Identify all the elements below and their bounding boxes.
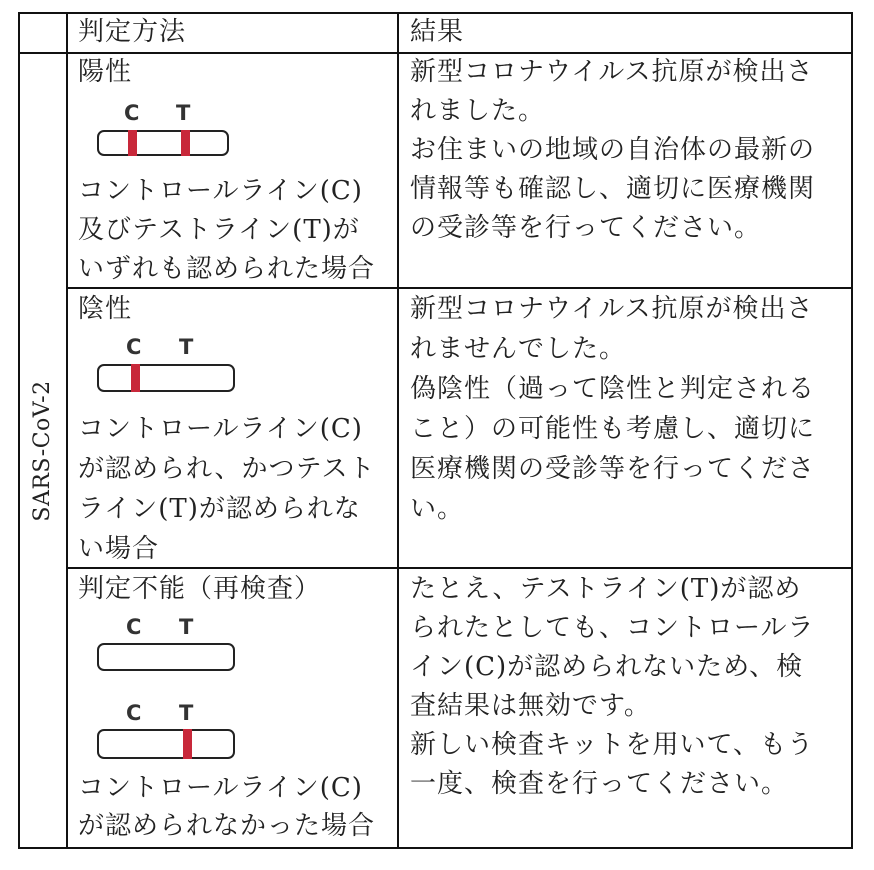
row-positive-result-5: の受診等を行ってください。 bbox=[410, 213, 762, 243]
table-border-bottom bbox=[18, 847, 853, 849]
row-negative-result-6: い。 bbox=[410, 494, 465, 524]
header-method: 判定方法 bbox=[78, 17, 187, 47]
row-invalid-result-4: 査結果は無効です。 bbox=[410, 691, 651, 721]
strip-invalid-none-label-t: T bbox=[179, 615, 194, 639]
strip-invalid-none-body bbox=[97, 643, 235, 671]
row-positive-result-2: れました。 bbox=[410, 96, 546, 126]
row-invalid-desc-2: が認められなかった場合 bbox=[78, 811, 376, 841]
table-border-right bbox=[851, 12, 853, 849]
row-negative-title: 陰性 bbox=[78, 294, 133, 324]
row-positive-desc-1: コントロールライン(C) bbox=[78, 176, 363, 206]
strip-positive-label-c: C bbox=[124, 101, 140, 125]
row-negative-result-2: れませんでした。 bbox=[410, 334, 627, 364]
row-negative-desc-2: が認められ、かつテスト bbox=[78, 454, 376, 484]
header-result: 結果 bbox=[410, 17, 465, 47]
row-negative-result-5: 医療機関の受診等を行ってくださ bbox=[410, 454, 816, 484]
strip-positive-body bbox=[97, 130, 229, 156]
row-invalid-result-5: 新しい検査キットを用いて、もう bbox=[410, 730, 814, 760]
table-rule-col1 bbox=[66, 12, 68, 849]
row-positive-desc-2: 及びテストライン(T)が bbox=[78, 215, 360, 245]
table-border-left bbox=[18, 12, 20, 849]
row-invalid-result-1: たとえ、テストライン(T)が認め bbox=[410, 574, 802, 604]
strip-invalid-none-label-c: C bbox=[126, 615, 142, 639]
row-negative-result-4: こと）の可能性も考慮し、適切に bbox=[410, 414, 816, 444]
row-negative-result-1: 新型コロナウイルス抗原が検出さ bbox=[410, 294, 814, 324]
row-positive-result-1: 新型コロナウイルス抗原が検出さ bbox=[410, 57, 814, 87]
row-invalid-result-2: られたとしても、コントロールラ bbox=[410, 613, 815, 643]
side-label: SARS-CoV-2 bbox=[30, 380, 55, 522]
strip-invalid-test-only-label-c: C bbox=[126, 701, 142, 725]
row-invalid-result-6: 一度、検査を行ってください。 bbox=[410, 769, 789, 799]
strip-negative-label-t: T bbox=[179, 335, 194, 359]
row-negative-desc-3: ライン(T)が認められな bbox=[78, 494, 361, 524]
strip-negative-body bbox=[97, 364, 235, 392]
row-positive-result-4: 情報等も確認し、適切に医療機関 bbox=[410, 174, 816, 204]
row-positive-result-3: お住まいの地域の自治体の最新の bbox=[410, 135, 816, 165]
strip-negative-label-c: C bbox=[126, 335, 142, 359]
strip-invalid-test-only-body bbox=[97, 729, 235, 759]
row-negative-result-3: 偽陰性（過って陰性と判定される bbox=[410, 374, 816, 404]
row-invalid-desc-1: コントロールライン(C) bbox=[78, 773, 363, 803]
strip-invalid-test-only-label-t: T bbox=[179, 701, 194, 725]
strip-positive-label-t: T bbox=[176, 101, 191, 125]
row-positive-desc-3: いずれも認められた場合 bbox=[78, 254, 376, 284]
strip-positive-test-band bbox=[181, 130, 190, 156]
table-rule-col2 bbox=[397, 12, 399, 849]
row-negative-desc-1: コントロールライン(C) bbox=[78, 414, 363, 444]
row-invalid-title: 判定不能（再検査） bbox=[78, 574, 322, 604]
strip-positive-control-band bbox=[128, 130, 137, 156]
strip-invalid-test-only-test-band bbox=[183, 729, 192, 759]
strip-negative-control-band bbox=[131, 364, 140, 392]
row-invalid-result-3: イン(C)が認められないため、検 bbox=[410, 652, 804, 682]
row-negative-desc-4: い場合 bbox=[78, 534, 160, 564]
row-positive-title: 陽性 bbox=[78, 57, 133, 87]
